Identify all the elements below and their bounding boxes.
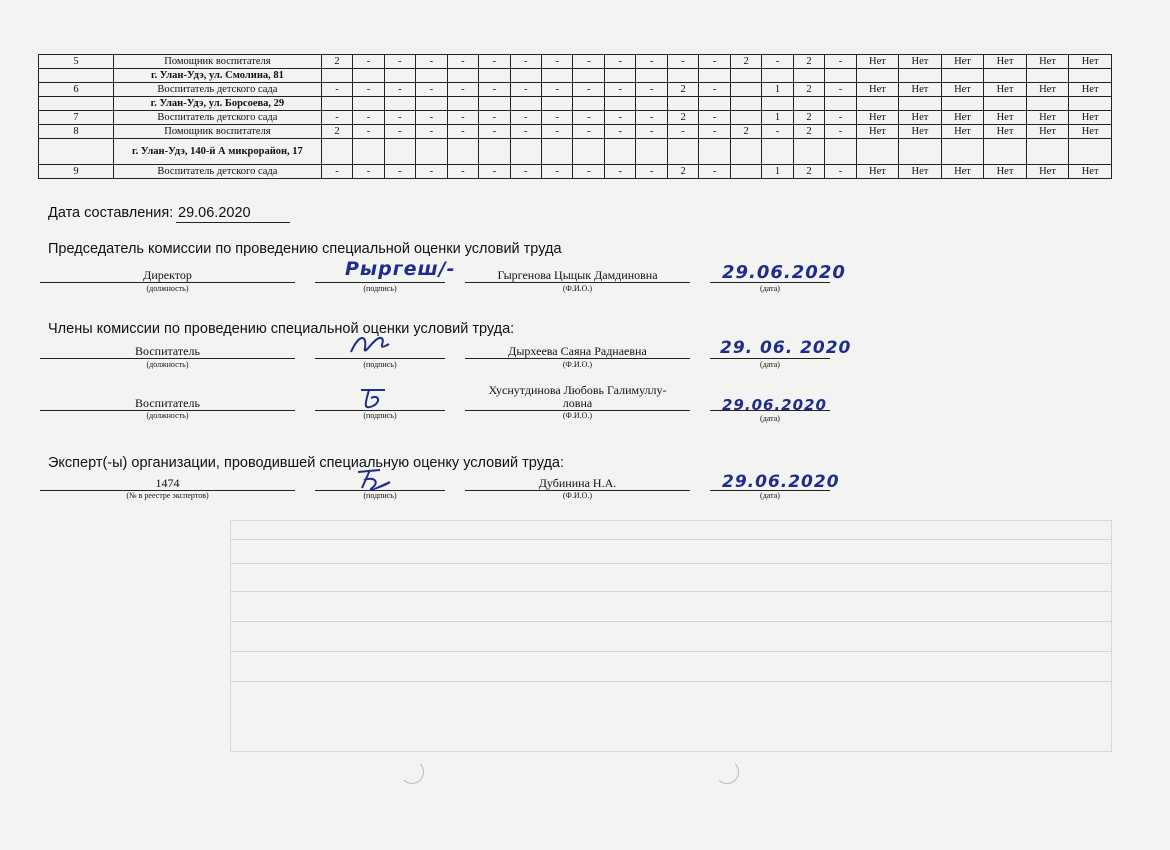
- value-cell: -: [542, 55, 573, 69]
- row-number: [39, 97, 114, 111]
- empty-cell: [762, 69, 793, 83]
- value-cell: -: [416, 165, 447, 179]
- empty-cell: [416, 97, 447, 111]
- value-cell: [730, 83, 761, 97]
- value-cell: Нет: [899, 125, 942, 139]
- empty-cell: [667, 97, 698, 111]
- value-cell: Нет: [1026, 125, 1069, 139]
- value-cell: -: [416, 55, 447, 69]
- empty-cell: [447, 139, 478, 165]
- value-cell: -: [604, 111, 635, 125]
- empty-cell: [384, 69, 415, 83]
- group-address: г. Улан-Удэ, ул. Смолина, 81: [114, 69, 322, 83]
- value-cell: -: [479, 165, 510, 179]
- empty-cell: [699, 97, 730, 111]
- expert-name: Дубинина Н.А.: [538, 476, 617, 490]
- empty-cell: [941, 69, 984, 83]
- empty-cell: [353, 97, 384, 111]
- chair-name-line: [465, 282, 690, 283]
- caption-fio: (Ф.И.О.): [562, 411, 593, 420]
- empty-cell: [604, 69, 635, 83]
- empty-cell: [416, 69, 447, 83]
- member2-date: 29.06.2020: [722, 396, 827, 414]
- value-cell: -: [384, 111, 415, 125]
- date-value: 29.06.2020: [178, 205, 251, 221]
- value-cell: Нет: [899, 111, 942, 125]
- expert-number: 1474: [155, 476, 180, 490]
- empty-cell: [825, 139, 856, 165]
- value-cell: 2: [321, 55, 352, 69]
- value-cell: Нет: [984, 55, 1027, 69]
- expert-signature: [350, 464, 395, 494]
- member1-date-line: [710, 358, 830, 359]
- value-cell: Нет: [899, 55, 942, 69]
- value-cell: 2: [793, 125, 824, 139]
- member1-name: Дырхеева Саяна Раднаевна: [508, 344, 647, 358]
- empty-cell: [793, 69, 824, 83]
- empty-cell: [321, 139, 352, 165]
- empty-cell: [730, 139, 761, 165]
- value-cell: -: [447, 83, 478, 97]
- group-address: г. Улан-Удэ, ул. Борсоева, 29: [114, 97, 322, 111]
- empty-cell: [762, 97, 793, 111]
- value-cell: -: [479, 55, 510, 69]
- row-number: 5: [39, 55, 114, 69]
- empty-cell: [542, 69, 573, 83]
- table-row: [39, 97, 1112, 111]
- value-cell: 2: [730, 125, 761, 139]
- empty-cell: [542, 139, 573, 165]
- value-cell: Нет: [1069, 83, 1112, 97]
- empty-cell: [447, 69, 478, 83]
- empty-cell: [416, 139, 447, 165]
- date-label: Дата составления:: [48, 205, 174, 221]
- empty-cell: [479, 139, 510, 165]
- table-row: [39, 83, 1112, 97]
- caption-date: (дата): [760, 360, 780, 369]
- empty-cell: [699, 139, 730, 165]
- value-cell: 2: [793, 111, 824, 125]
- empty-cell: [1069, 69, 1112, 83]
- empty-cell: [984, 69, 1027, 83]
- member2-name-line1: Хуснутдинова Любовь Галимуллу-: [488, 383, 667, 397]
- caption-fio: (Ф.И.О.): [562, 284, 593, 293]
- expert-date: 29.06.2020: [722, 472, 840, 492]
- value-cell: [730, 111, 761, 125]
- empty-cell: [667, 139, 698, 165]
- empty-cell: [667, 69, 698, 83]
- value-cell: -: [479, 111, 510, 125]
- empty-cell: [1026, 69, 1069, 83]
- value-cell: Нет: [1069, 165, 1112, 179]
- value-cell: -: [542, 165, 573, 179]
- value-cell: -: [699, 55, 730, 69]
- value-cell: Нет: [941, 55, 984, 69]
- caption-date: (дата): [760, 284, 780, 293]
- row-number: [39, 69, 114, 83]
- table-row: [39, 69, 1112, 83]
- value-cell: -: [542, 83, 573, 97]
- table-row: [39, 55, 1112, 69]
- empty-cell: [762, 139, 793, 165]
- empty-cell: [730, 97, 761, 111]
- punch-hole: [400, 760, 424, 784]
- empty-cell: [1069, 139, 1112, 165]
- position-cell: Помощник воспитателя: [114, 125, 322, 139]
- value-cell: -: [636, 125, 667, 139]
- empty-cell: [510, 139, 541, 165]
- value-cell: -: [699, 83, 730, 97]
- empty-cell: [899, 97, 942, 111]
- caption-registry: (№ в реестре экспертов): [126, 491, 209, 500]
- row-number: 6: [39, 83, 114, 97]
- empty-cell: [542, 97, 573, 111]
- value-cell: Нет: [1026, 83, 1069, 97]
- empty-cell: [984, 139, 1027, 165]
- value-cell: Нет: [856, 83, 899, 97]
- value-cell: -: [510, 165, 541, 179]
- row-number: 9: [39, 165, 114, 179]
- empty-cell: [899, 139, 942, 165]
- value-cell: 2: [730, 55, 761, 69]
- caption-signature: (подпись): [363, 284, 397, 293]
- value-cell: -: [542, 125, 573, 139]
- position-cell: Воспитатель детского сада: [114, 111, 322, 125]
- caption-position: (должность): [146, 411, 189, 420]
- assessment-table: [38, 54, 1112, 179]
- value-cell: -: [762, 55, 793, 69]
- value-cell: -: [825, 83, 856, 97]
- chair-position: Директор: [143, 268, 192, 282]
- value-cell: Нет: [1069, 55, 1112, 69]
- value-cell: -: [573, 83, 604, 97]
- value-cell: [730, 165, 761, 179]
- value-cell: Нет: [899, 165, 942, 179]
- empty-cell: [984, 97, 1027, 111]
- punch-hole: [715, 760, 739, 784]
- caption-date: (дата): [760, 414, 780, 423]
- position-cell: Воспитатель детского сада: [114, 165, 322, 179]
- empty-cell: [384, 97, 415, 111]
- empty-cell: [573, 139, 604, 165]
- chair-signature-line: [315, 282, 445, 283]
- value-cell: Нет: [1069, 111, 1112, 125]
- chair-name: Гыргенова Цыцык Дамдиновна: [497, 268, 658, 282]
- value-cell: 2: [793, 55, 824, 69]
- value-cell: -: [667, 55, 698, 69]
- value-cell: 2: [793, 165, 824, 179]
- value-cell: -: [573, 165, 604, 179]
- table-row: [39, 125, 1112, 139]
- member2-name-line2: ловна: [562, 396, 593, 410]
- value-cell: -: [573, 55, 604, 69]
- value-cell: -: [416, 83, 447, 97]
- value-cell: -: [353, 125, 384, 139]
- value-cell: -: [321, 165, 352, 179]
- position-cell: Помощник воспитателя: [114, 55, 322, 69]
- empty-cell: [479, 97, 510, 111]
- value-cell: -: [825, 165, 856, 179]
- chair-position-line: [40, 282, 295, 283]
- value-cell: Нет: [984, 83, 1027, 97]
- members-heading: Члены комиссии по проведению специальной оценки условий труда:: [48, 321, 515, 337]
- value-cell: Нет: [1026, 165, 1069, 179]
- empty-cell: [604, 139, 635, 165]
- value-cell: -: [510, 111, 541, 125]
- value-cell: -: [416, 125, 447, 139]
- value-cell: Нет: [984, 125, 1027, 139]
- value-cell: -: [416, 111, 447, 125]
- empty-cell: [479, 69, 510, 83]
- value-cell: -: [636, 111, 667, 125]
- empty-cell: [636, 139, 667, 165]
- value-cell: -: [384, 125, 415, 139]
- value-cell: Нет: [856, 125, 899, 139]
- value-cell: -: [447, 55, 478, 69]
- value-cell: -: [825, 125, 856, 139]
- value-cell: -: [699, 125, 730, 139]
- caption-position: (должность): [146, 284, 189, 293]
- caption-signature: (подпись): [363, 360, 397, 369]
- value-cell: -: [604, 125, 635, 139]
- value-cell: Нет: [899, 83, 942, 97]
- empty-cell: [1026, 139, 1069, 165]
- value-cell: Нет: [856, 111, 899, 125]
- row-number: 7: [39, 111, 114, 125]
- empty-cell: [941, 139, 984, 165]
- empty-cell: [321, 69, 352, 83]
- value-cell: Нет: [1026, 111, 1069, 125]
- empty-cell: [730, 69, 761, 83]
- caption-date: (дата): [760, 491, 780, 500]
- caption-signature: (подпись): [363, 491, 397, 500]
- value-cell: -: [604, 165, 635, 179]
- value-cell: -: [604, 83, 635, 97]
- value-cell: 2: [667, 165, 698, 179]
- value-cell: Нет: [1069, 125, 1112, 139]
- caption-fio: (Ф.И.О.): [562, 360, 593, 369]
- value-cell: Нет: [984, 111, 1027, 125]
- empty-cell: [793, 139, 824, 165]
- value-cell: -: [479, 83, 510, 97]
- empty-cell: [447, 97, 478, 111]
- empty-cell: [825, 97, 856, 111]
- empty-cell: [636, 69, 667, 83]
- value-cell: Нет: [856, 55, 899, 69]
- chair-date: 29.06.2020: [722, 262, 846, 283]
- empty-cell: [604, 97, 635, 111]
- empty-cell: [793, 97, 824, 111]
- member1-signature: [345, 330, 395, 360]
- value-cell: Нет: [984, 165, 1027, 179]
- value-cell: -: [573, 125, 604, 139]
- position-cell: Воспитатель детского сада: [114, 83, 322, 97]
- value-cell: -: [510, 125, 541, 139]
- value-cell: -: [510, 83, 541, 97]
- empty-cell: [384, 139, 415, 165]
- table-row: [39, 139, 1112, 165]
- empty-cell: [1069, 97, 1112, 111]
- value-cell: -: [636, 83, 667, 97]
- value-cell: -: [384, 83, 415, 97]
- value-cell: -: [542, 111, 573, 125]
- member2-date-line: [710, 410, 830, 411]
- value-cell: -: [447, 165, 478, 179]
- value-cell: -: [384, 55, 415, 69]
- date-underline: [176, 222, 290, 223]
- empty-cell: [510, 69, 541, 83]
- value-cell: -: [447, 125, 478, 139]
- value-cell: Нет: [856, 165, 899, 179]
- value-cell: -: [604, 55, 635, 69]
- value-cell: -: [384, 165, 415, 179]
- expert-heading: Эксперт(-ы) организации, проводившей специальную оценку условий труда:: [48, 455, 565, 471]
- member1-position: Воспитатель: [135, 344, 200, 358]
- caption-fio: (Ф.И.О.): [562, 491, 593, 500]
- value-cell: Нет: [941, 165, 984, 179]
- member1-name-line: [465, 358, 690, 359]
- table-row: [39, 111, 1112, 125]
- value-cell: -: [573, 111, 604, 125]
- empty-cell: [353, 69, 384, 83]
- value-cell: -: [699, 111, 730, 125]
- empty-cell: [856, 97, 899, 111]
- value-cell: -: [762, 125, 793, 139]
- value-cell: 1: [762, 165, 793, 179]
- value-cell: Нет: [941, 125, 984, 139]
- empty-cell: [856, 139, 899, 165]
- empty-cell: [353, 139, 384, 165]
- bleed-through-pattern: [230, 520, 1112, 752]
- row-number: 8: [39, 125, 114, 139]
- value-cell: -: [353, 165, 384, 179]
- value-cell: -: [353, 55, 384, 69]
- empty-cell: [825, 69, 856, 83]
- value-cell: -: [447, 111, 478, 125]
- value-cell: -: [353, 83, 384, 97]
- empty-cell: [899, 69, 942, 83]
- empty-cell: [573, 69, 604, 83]
- empty-cell: [573, 97, 604, 111]
- value-cell: -: [353, 111, 384, 125]
- value-cell: -: [825, 111, 856, 125]
- value-cell: -: [510, 55, 541, 69]
- table-row: [39, 165, 1112, 179]
- member2-signature: [355, 384, 395, 414]
- chair-signature: Рыргеш/-: [345, 258, 456, 280]
- caption-position: (должность): [146, 360, 189, 369]
- chair-heading: Председатель комиссии по проведению специальной оценки условий труда: [48, 241, 562, 257]
- empty-cell: [636, 97, 667, 111]
- value-cell: 2: [667, 111, 698, 125]
- value-cell: Нет: [941, 83, 984, 97]
- value-cell: -: [699, 165, 730, 179]
- empty-cell: [941, 97, 984, 111]
- value-cell: Нет: [1026, 55, 1069, 69]
- value-cell: 1: [762, 111, 793, 125]
- value-cell: 1: [762, 83, 793, 97]
- value-cell: -: [667, 125, 698, 139]
- empty-cell: [699, 69, 730, 83]
- value-cell: -: [321, 111, 352, 125]
- member1-date: 29. 06. 2020: [720, 338, 852, 358]
- value-cell: -: [321, 83, 352, 97]
- value-cell: -: [636, 165, 667, 179]
- value-cell: 2: [667, 83, 698, 97]
- value-cell: -: [636, 55, 667, 69]
- value-cell: -: [479, 125, 510, 139]
- chair-date-line: [710, 282, 830, 283]
- value-cell: 2: [793, 83, 824, 97]
- value-cell: Нет: [941, 111, 984, 125]
- group-address: г. Улан-Удэ, 140-й А микрорайон, 17: [114, 139, 322, 165]
- empty-cell: [321, 97, 352, 111]
- empty-cell: [510, 97, 541, 111]
- value-cell: -: [825, 55, 856, 69]
- member1-position-line: [40, 358, 295, 359]
- caption-signature: (подпись): [363, 411, 397, 420]
- value-cell: 2: [321, 125, 352, 139]
- empty-cell: [1026, 97, 1069, 111]
- member2-position: Воспитатель: [135, 396, 200, 410]
- empty-cell: [856, 69, 899, 83]
- row-number: [39, 139, 114, 165]
